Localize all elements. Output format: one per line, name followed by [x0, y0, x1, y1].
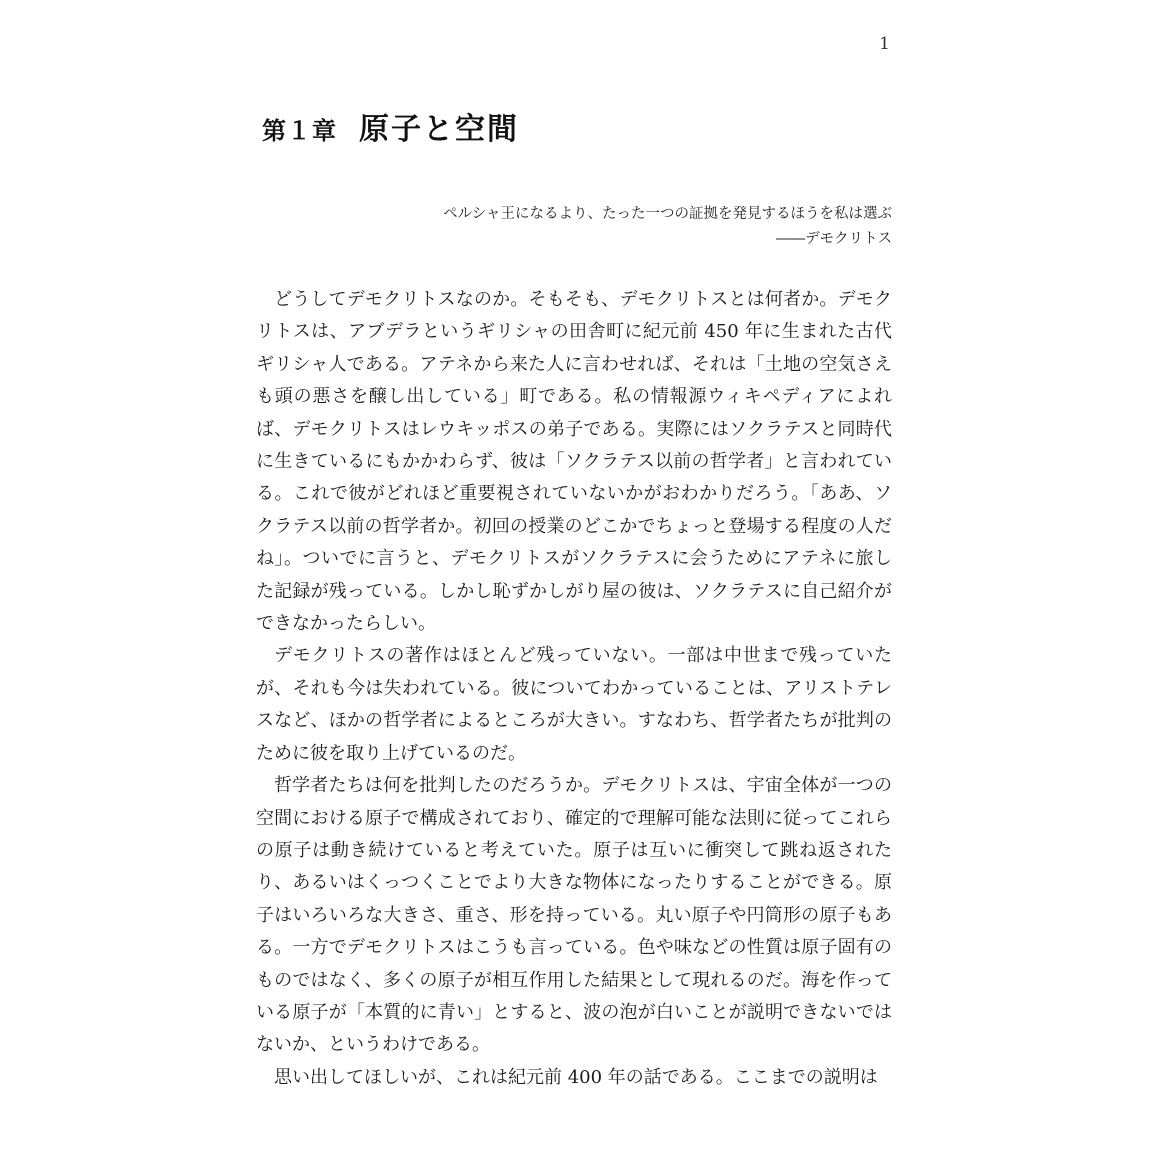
- chapter-title: 原子と空間: [359, 112, 519, 147]
- epigraph-attribution: ――デモクリトス: [776, 231, 892, 247]
- chapter-label: 第１章: [262, 116, 337, 145]
- paragraph-1: どうしてデモクリトスなのか。そもそも、デモクリトスとは何者か。デモクリトスは、アブデラというギリシャの田舎町に紀元前 450 年に生まれた古代ギリシャ人である。アテネから来た人に言わせれば、それは「土地の空気さえも頭の悪さを醸し出している」町である。私の情報源ウィキペディアによれば、デモクリトスはレウキッポスの弟子である。実際にはソクラテスと同時代に生きているにもかかわらず、彼は「ソクラテス以前の哲学者」と言われている。これで彼がどれほど重要視されていないかがおわかりだろう。「ああ、ソクラテス以前の哲学者か。初回の授業のどこかでちょっと登場する程度の人だね」。ついでに言うと、デモクリトスがソクラテスに会うためにアテネに旅した記録が残っている。しかし恥ずかしがり屋の彼は、ソクラテスに自己紹介ができなかったらしい。: [256, 289, 892, 635]
- chapter-heading: [262, 104, 519, 148]
- paragraph-3: 哲学者たちは何を批判したのだろうか。デモクリトスは、宇宙全体が一つの空間における原子で構成されており、確定的で理解可能な法則に従ってこれらの原子は動き続けていると考えていた。原子は互いに衝突して跳ね返されたり、あるいはくっつくことでより大きな物体になったりすることができる。原子はいろいろな大きさ、重さ、形を持っている。丸い原子や円筒形の原子もある。一方でデモクリトスはこうも言っている。色や味などの性質は原子固有のものではなく、多くの原子が相互作用した結果として現れるのだ。海を作っている原子が「本質的に青い」とすると、波の泡が白いことが説明できないではないか、というわけである。: [256, 775, 892, 1056]
- page-number: 1: [879, 34, 890, 54]
- epigraph-quote: ペルシャ王になるより、たった一つの証拠を発見するほうを私は選ぶ: [443, 206, 892, 222]
- paragraph-4: 思い出してほしいが、これは紀元前 400 年の話である。ここまでの説明は: [274, 1066, 878, 1088]
- epigraph: [262, 202, 892, 252]
- paragraph-2: デモクリトスの著作はほとんど残っていない。一部は中世まで残っていたが、それも今は失われている。彼についてわかっていることは、アリストテレスなど、ほかの哲学者によるところが大きい。すなわち、哲学者たちが批判のために彼を取り上げているのだ。: [256, 645, 892, 764]
- body-text: [256, 284, 892, 1094]
